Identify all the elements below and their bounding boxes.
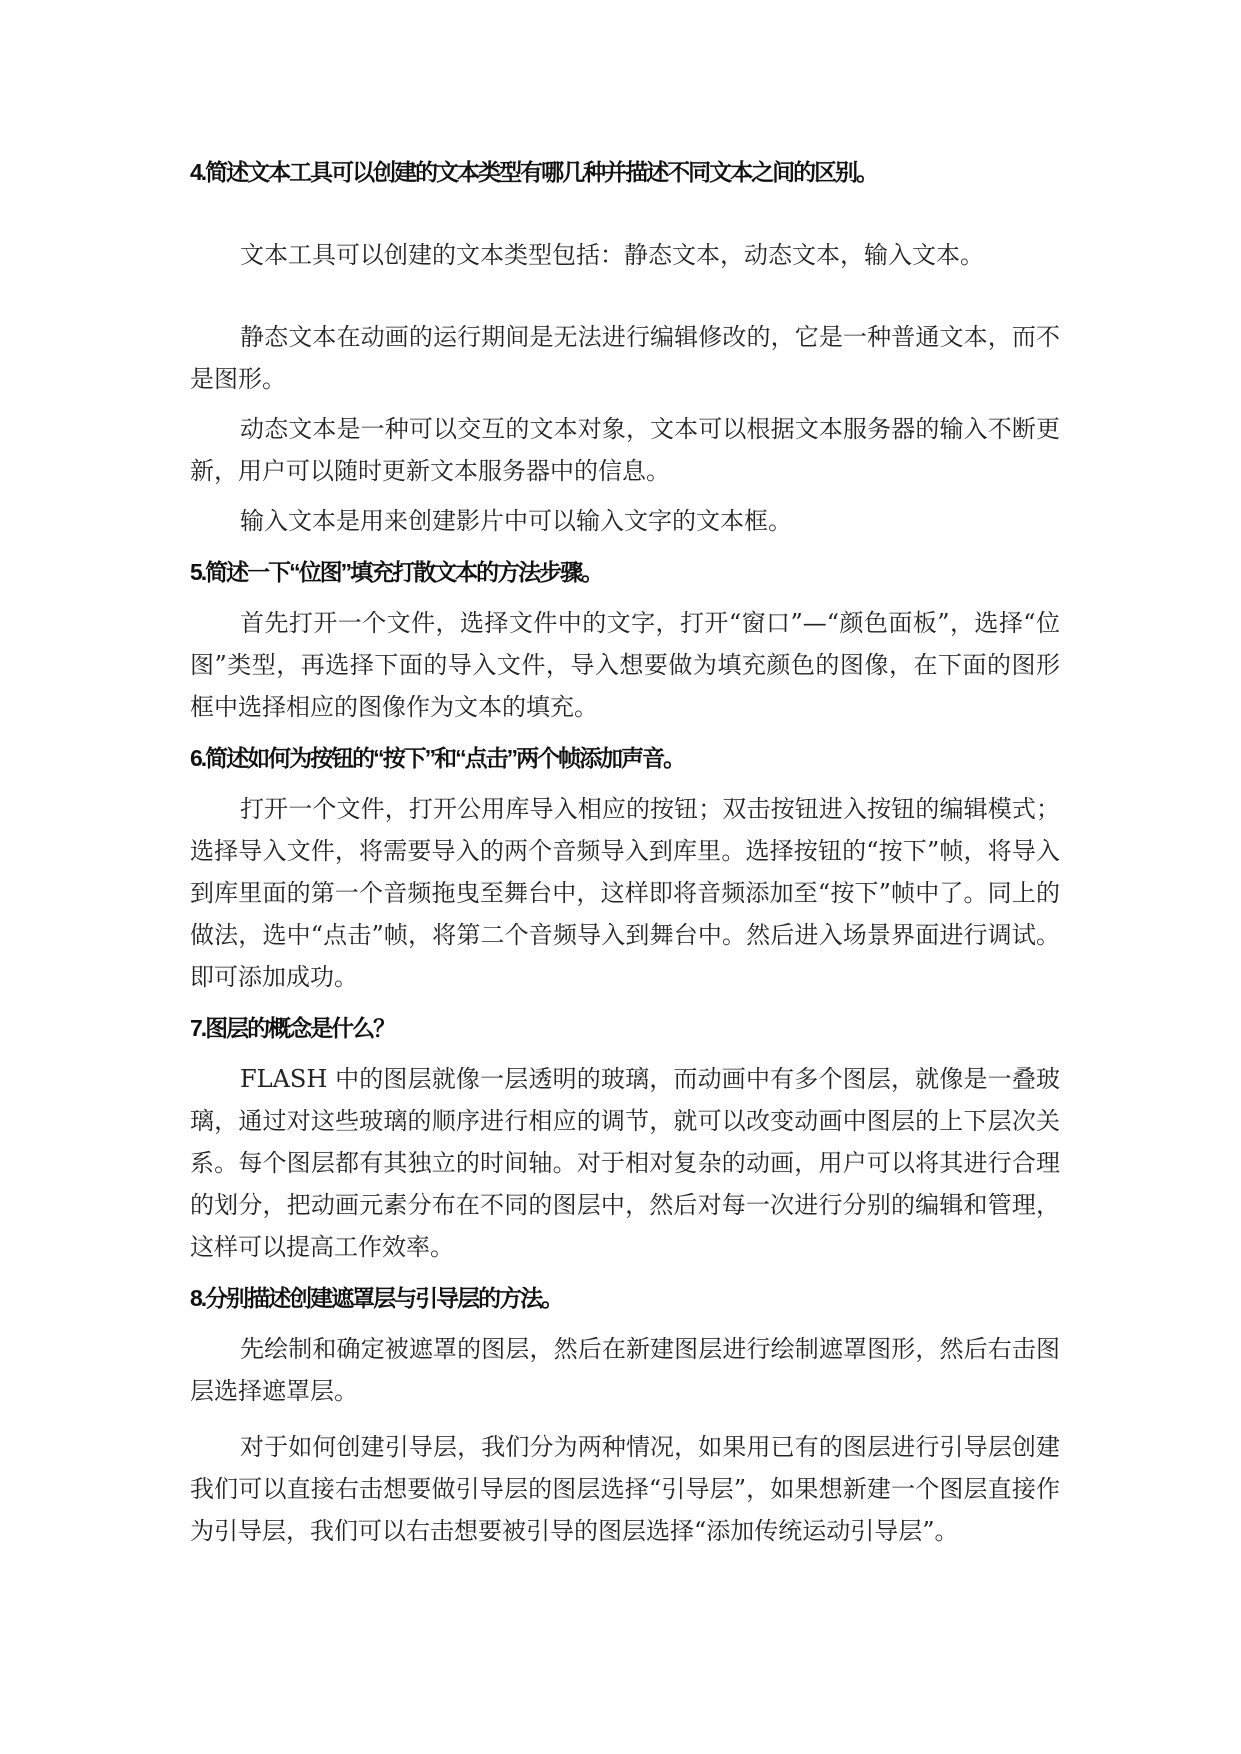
document-body	[190, 150, 1060, 1552]
spacer	[190, 194, 1060, 234]
spacer	[190, 1268, 1060, 1276]
question-4-heading: 4.简述文本工具可以创建的文本类型有哪几种并描述不同文本之间的区别。	[190, 159, 878, 185]
question-4-paragraph-2: 静态文本在动画的运行期间是无法进行编辑修改的，它是一种普通文本，而不是图形。	[190, 323, 1060, 393]
question-6-paragraph-1: 打开一个文件，打开公用库导入相应的按钮；双击按钮进入按钮的编辑模式；选择导入文件，将需要导入的两个音频导入到库里。选择按钮的“按下”帧，将导入到库里面的第一个音频拖曳至舞台中，这样即将音频添加至“按下”帧中了。同上的做法，选中“点击”帧，将第二个音频导入到舞台中。然后进入场景界面进行调试。即可添加成功。	[190, 795, 1060, 991]
spacer	[190, 1320, 1060, 1328]
spacer	[190, 542, 1060, 550]
question-5-heading: 5.简述一下“位图”填充打散文本的方法步骤。	[190, 559, 603, 585]
spacer	[190, 400, 1060, 408]
question-4-paragraph-1: 文本工具可以创建的文本类型包括：静态文本，动态文本，输入文本。	[240, 241, 984, 269]
spacer	[190, 998, 1060, 1006]
spacer	[190, 492, 1060, 500]
question-8-paragraph-1: 先绘制和确定被遮罩的图层，然后在新建图层进行绘制遮罩图形，然后右击图层选择遮罩层。	[190, 1335, 1060, 1405]
question-8-paragraph-2: 对于如何创建引导层，我们分为两种情况，如果用已有的图层进行引导层创建我们可以直接右击想要做引导层的图层选择“引导层”，如果想新建一个图层直接作为引导层，我们可以右击想要被引导的图层选择“添加传统运动引导层”。	[190, 1433, 1060, 1545]
question-4-paragraph-3: 动态文本是一种可以交互的文本对象，文本可以根据文本服务器的输入不断更新，用户可以随时更新文本服务器中的信息。	[190, 415, 1060, 485]
spacer	[190, 1050, 1060, 1058]
spacer	[190, 728, 1060, 736]
spacer	[190, 1412, 1060, 1426]
spacer	[190, 780, 1060, 788]
spacer	[190, 276, 1060, 316]
question-4-paragraph-4: 输入文本是用来创建影片中可以输入文字的文本框。	[240, 507, 792, 535]
question-6-heading: 6.简述如何为按钮的“按下”和“点击”两个帧添加声音。	[190, 745, 685, 771]
question-8-heading: 8.分别描述创建遮罩层与引导层的方法。	[190, 1285, 563, 1311]
question-7-heading: 7.图层的概念是什么？	[190, 1015, 395, 1041]
question-7-paragraph-1: FLASH 中的图层就像一层透明的玻璃，而动画中有多个图层，就像是一叠玻璃，通过对这些玻璃的顺序进行相应的调节，就可以改变动画中图层的上下层次关系。每个图层都有其独立的时间轴。对于相对复杂的动画，用户可以将其进行合理的划分，把动画元素分布在不同的图层中，然后对每一次进行分别的编辑和管理，这样可以提高工作效率。	[190, 1065, 1060, 1261]
spacer	[190, 594, 1060, 602]
question-5-paragraph-1: 首先打开一个文件，选择文件中的文字，打开“窗口”—“颜色面板”，选择“位图”类型，再选择下面的导入文件，导入想要做为填充颜色的图像，在下面的图形框中选择相应的图像作为文本的填充。	[190, 609, 1060, 721]
